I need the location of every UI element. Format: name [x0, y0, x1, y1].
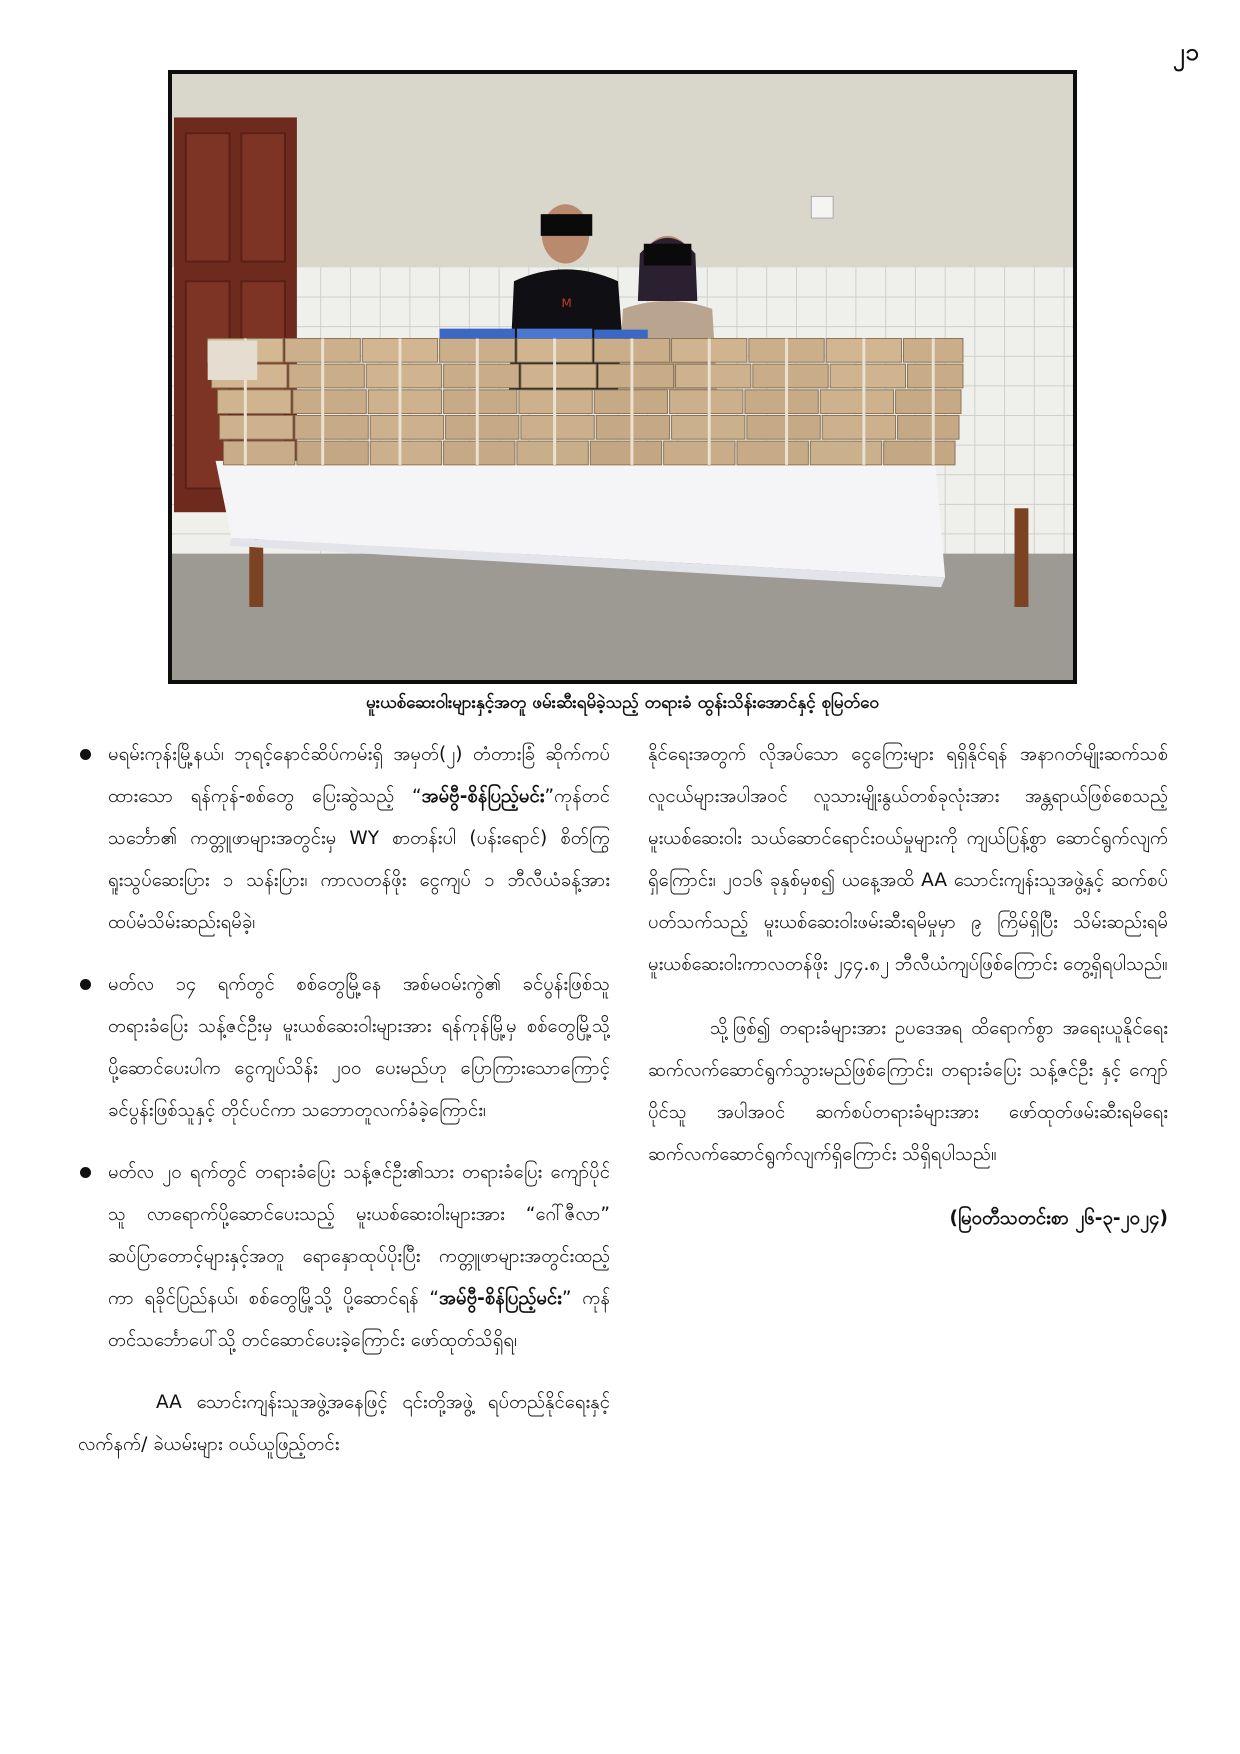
bullet-icon: [80, 979, 91, 990]
bullet-text: မတ်လ ၁၄ ရက်တွင် စစ်တွေမြို့နေ အစ်မဝမ်းကွဲ၏ ခင်ပွန်းဖြစ်သူ တရားခံပြေး သန့်ဇင်ဦးမှ မူးယစ်ဆေးဝါးများအား ရန်ကုန်မြို့မှ စစ်တွေမြို့သို့ ပို့ဆောင်ပေးပါက ငွေကျပ်သိန်း ၂၀၀ ပေးမည်ဟု ပြောကြားသောကြောင့် ခင်ပွန်းဖြစ်သူနှင့် တိုင်ပင်ကာ သဘောတူလက်ခံခဲ့ကြောင်း၊: [108, 974, 610, 1121]
wall-socket: [811, 196, 833, 218]
bullet-icon: [80, 1167, 91, 1178]
upper-wall: [172, 74, 1073, 267]
bullet-item: [78, 964, 610, 1132]
face-censor-bar: [644, 244, 692, 266]
news-photo: [168, 70, 1077, 684]
bullet-text-post: ” ကုန်တင်သင်္ဘောပေါ်သို့ တင်ဆောင်ပေးခဲ့ကြောင်း ဖော်ထုတ်သိရှိရ၊: [108, 1288, 610, 1351]
photo-caption: မူးယစ်ဆေးဝါးများနှင့်အတူ ဖမ်းဆီးရမိခဲ့သည့် တရားခံ ထွန်းသိန်းအောင်နှင့် စုမြတ်ဝေ: [366, 693, 879, 713]
bullet-text-post: ”ကုန်တင်သင်္ဘော၏ ကတ္တူဖာများအတွင်းမှ WY စာတန်းပါ (ပန်းရောင်) စိတ်ကြွရူးသွပ်ဆေးပြား ၁ သန်းပြား၊ ကာလတန်ဖိုး ငွေကျပ် ၁ ဘီလီယံခန့်အား ထပ်မံသိမ်းဆည်းရမိခဲ့၊: [108, 786, 610, 933]
right-column: [648, 734, 1168, 1240]
bullet-icon: [80, 749, 91, 760]
body-paragraph-start: AA သောင်းကျန်းသူအဖွဲ့အနေဖြင့် ၎င်းတို့အဖွဲ့ ရပ်တည်နိုင်ရေးနှင့် လက်နက်/ ခဲယမ်းများ ဝယ်ယူဖြည့်တင်း: [78, 1392, 610, 1455]
face-censor-bar: [541, 214, 593, 236]
drug-packets: [208, 339, 963, 465]
bullet-text-pre: မတ်လ ၂၀ ရက်တွင် တရားခံပြေး သန့်ဇင်ဦး၏သား တရားခံပြေး ကျော်ပိုင်သူ လာရောက်ပို့ဆောင်ပေးသည့် မူးယစ်ဆေးဝါးများအား “ဂေါ်ဇီလာ” ဆပ်ပြာတောင့်များနှင့်အတူ ရောနှောထုပ်ပိုးပြီး ကတ္တူဖာများအတွင်းထည့်ကာ ရခိုင်ပြည်နယ်၊ စစ်တွေမြို့သို့ ပို့ဆောင်ရန် “: [108, 1162, 610, 1309]
bullet-text-pre: မရမ်းကုန်းမြို့နယ်၊ ဘုရင့်နောင်ဆိပ်ကမ်းရှိ အမှတ်(၂) တံတားခြံ ဆိုက်ကပ်ထားသော ရန်ကုန်-စစ်တွေ ပြေးဆွဲသည့် “: [108, 744, 610, 807]
bullet-item: [78, 1152, 610, 1362]
bullet-item: [78, 734, 610, 944]
news-source: (မြဝတီသတင်းစာ ၂၆-၃-၂၀၂၄): [949, 1208, 1168, 1229]
page-number: ၂၁: [1172, 38, 1200, 66]
svg-text:M: M: [561, 295, 572, 310]
table-leg: [1015, 508, 1029, 607]
white-packets: [208, 340, 258, 379]
blue-packets: [440, 329, 648, 339]
body-paragraph-continued: နိုင်ရေးအတွက် လိုအပ်သော ငွေကြေးများ ရရှိနိုင်ရန် အနာဂတ်မျိုးဆက်သစ်လူငယ်များအပါအဝင် လူသားမျိုးနွယ်တစ်ခုလုံးအား အန္တရာယ်ဖြစ်စေသည့် မူးယစ်ဆေးဝါး သယ်ဆောင်ရောင်းဝယ်မှုများကို ကျယ်ပြန့်စွာ ဆောင်ရွက်လျက်ရှိကြောင်း၊ ၂၀၁၆ ခုနှစ်မှစ၍ ယနေ့အထိ AA သောင်းကျန်းသူအဖွဲ့နှင့် ဆက်စပ်ပတ်သက်သည့် မူးယစ်ဆေးဝါးဖမ်းဆီးရမိမှုမှာ ၉ ကြိမ်ရှိပြီး သိမ်းဆည်းရမိ မူးယစ်ဆေးဝါးကာလတန်ဖိုး ၂၄၄.၈၂ ဘီလီယံကျပ်ဖြစ်ကြောင်း တွေ့ရှိရပါသည်။: [648, 744, 1168, 975]
arrest-scene-illustration: [172, 74, 1073, 680]
body-paragraph: သို့ဖြစ်၍ တရားခံများအား ဥပဒေအရ ထိရောက်စွာ အရေးယူနိုင်ရေး ဆက်လက်ဆောင်ရွက်သွားမည်ဖြစ်ကြောင်း၊ တရားခံပြေး သန့်ဇင်ဦး နှင့် ကျော်ပိုင်သူ အပါအဝင် ဆက်စပ်တရားခံများအား ဖော်ထုတ်ဖမ်းဆီးရမိရေး ဆက်လက်ဆောင်ရွက်လျက်ရှိကြောင်း သိရှိရပါသည်။: [648, 1018, 1168, 1165]
ship-name: အမ်ဗွီ-စိန်ပြည့်မင်း: [421, 786, 545, 807]
ship-name: အမ်ဗွီ-စိန်ပြည့်မင်း: [439, 1288, 562, 1309]
left-column: [78, 734, 610, 1466]
